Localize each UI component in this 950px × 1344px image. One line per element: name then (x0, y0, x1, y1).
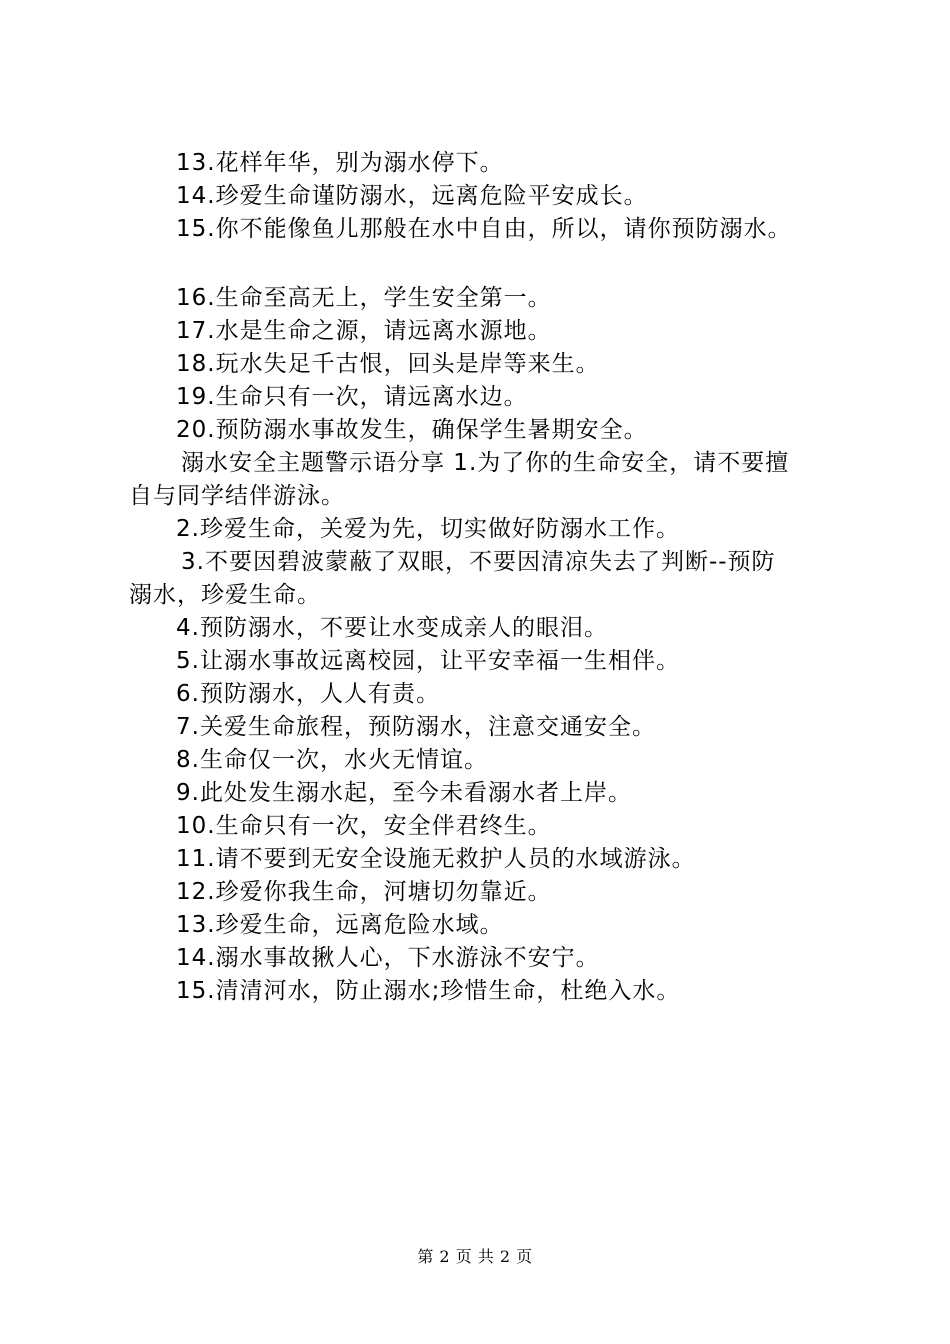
paragraph-3-line-1: 3.不要因碧波蒙蔽了双眼，不要因清凉失去了判断--预防 (181, 549, 776, 575)
list-item: 15.你不能像鱼儿那般在水中自由，所以，请你预防溺水。 (176, 216, 792, 242)
list-item: 6.预防溺水，人人有责。 (176, 681, 440, 707)
paragraph-3-line-2: 溺水，珍爱生命。 (129, 582, 321, 608)
intro-paragraph-line-1: 溺水安全主题警示语分享 1.为了你的生命安全，请不要擅 (181, 450, 790, 476)
list-item: 16.生命至高无上，学生安全第一。 (176, 285, 552, 311)
list-item: 19.生命只有一次，请远离水边。 (176, 384, 528, 410)
list-item: 15.清清河水，防止溺水;珍惜生命，杜绝入水。 (176, 978, 681, 1004)
list-item: 17.水是生命之源，请远离水源地。 (176, 318, 552, 344)
list-item: 10.生命只有一次，安全伴君终生。 (176, 813, 552, 839)
list-item: 4.预防溺水，不要让水变成亲人的眼泪。 (176, 615, 608, 641)
paragraph-gap (129, 246, 839, 282)
list-item: 13.珍爱生命，远离危险水域。 (176, 912, 504, 938)
list-item: 14.珍爱生命谨防溺水，远离危险平安成长。 (176, 183, 648, 209)
list-item: 2.珍爱生命，关爱为先，切实做好防溺水工作。 (176, 516, 680, 542)
list-item: 9.此处发生溺水起，至今未看溺水者上岸。 (176, 780, 632, 806)
list-item: 14.溺水事故揪人心，下水游泳不安宁。 (176, 945, 600, 971)
intro-paragraph-line-2: 自与同学结伴游泳。 (129, 483, 345, 509)
list-item: 5.让溺水事故远离校园，让平安幸福一生相伴。 (176, 648, 680, 674)
list-item: 8.生命仅一次，水火无情谊。 (176, 747, 488, 773)
list-item: 7.关爱生命旅程，预防溺水，注意交通安全。 (176, 714, 656, 740)
list-item: 11.请不要到无安全设施无救护人员的水域游泳。 (176, 846, 696, 872)
list-item: 20.预防溺水事故发生，确保学生暑期安全。 (176, 417, 648, 443)
list-item: 13.花样年华，别为溺水停下。 (176, 150, 504, 176)
list-item: 12.珍爱你我生命，河塘切勿靠近。 (176, 879, 552, 905)
document-body (129, 147, 839, 1008)
page-footer: 第 2 页 共 2 页 (417, 1247, 533, 1266)
list-item: 18.玩水失足千古恨，回头是岸等来生。 (176, 351, 600, 377)
